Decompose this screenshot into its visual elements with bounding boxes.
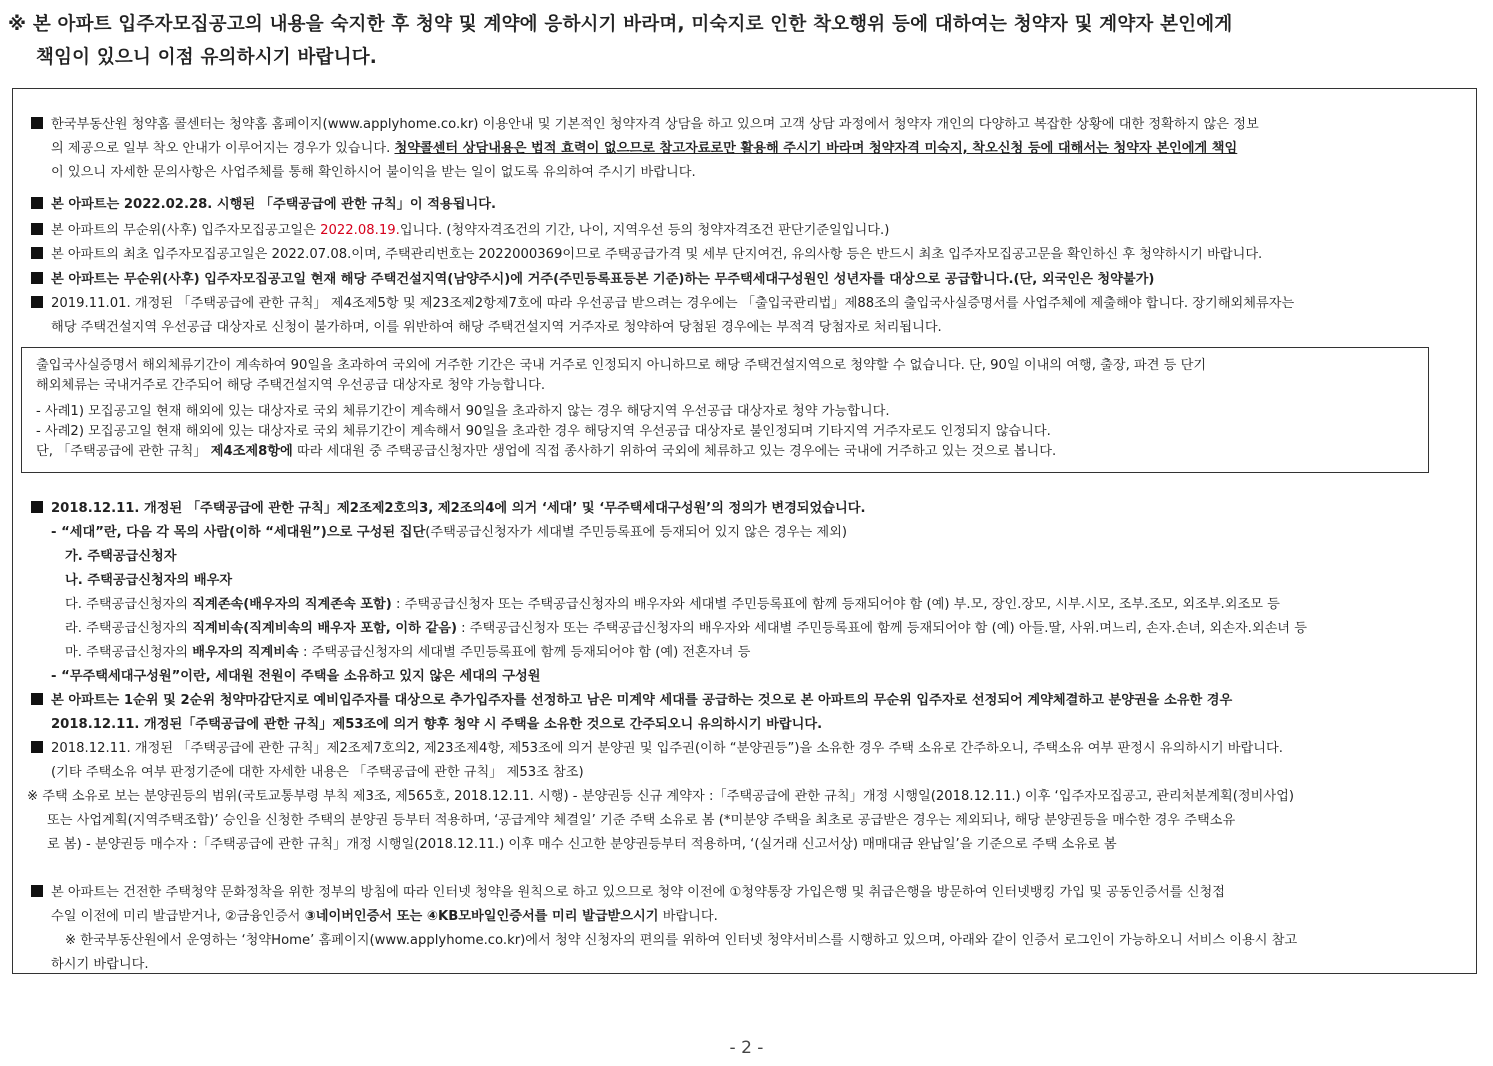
item-first-announce: 본 아파트의 최초 입주자모집공고일은 2022.07.08.이며, 주택관리번호는 2022000369이므로 주택공급가격 및 세부 단지여건, 유의사항 등은 반드시 최초 입주자모집공고문을 확인하신 후 청약하시기 바랍니다. xyxy=(31,243,1461,267)
item-online-application: 본 아파트는 건전한 주택청약 문화정착을 위한 정부의 방침에 따라 인터넷 청약을 원칙으로 하고 있으므로 청약 이전에 ①청약통장 가입은행 및 취급은행을 방문하여 인터넷뱅킹 가입 및 공동인증서를 신청접 수일 이전에 미리 발급받거나, ②금융인증서 ③네이버인증서 또는 ④KB모바일인증서를 미리 발급받으시기 바랍니다. ※ 한국부동산원에서 운영하는 ‘청약Home’ 홈페이지(www.applyhome.co.kr)에서 청약 신청자의 편의를 위하여 인터넷 청약서비스를 시행하고 있으며, 아래와 같이 인증서 로그인이 가능하오니 서비스 이용시 참고 하시기 바랍니다. xyxy=(31,881,1461,977)
bullet-square-icon xyxy=(31,296,43,308)
notice-frame xyxy=(12,88,1477,974)
notice-header-line2: 책임이 있으니 이점 유의하시기 바랍니다. xyxy=(36,47,377,68)
item-overseas: 2019.11.01. 개정된 「주택공급에 관한 규칙」 제4조제5항 및 제23조제2항제7호에 따라 우선공급 받으려는 경우에는 「출입국관리법」제88조의 출입국사실증명서를 사업주체에 제출해야 합니다. 장기해외체류자는 해당 주택건설지역 우선공급 대상자로 신청이 불가하며, 이를 위반하여 해당 주택건설지역 거주자로 청약하여 당첨된 경우에는 부적격 당첨자로 처리됩니다. xyxy=(31,292,1461,340)
item-household-definition: 2018.12.11. 개정된 「주택공급에 관한 규칙」제2조제2호의3, 제2조의4에 의거 ‘세대’ 및 ‘무주택세대구성원’의 정의가 변경되었습니다. xyxy=(31,497,1461,521)
item-rule-applied: 본 아파트는 2022.02.28. 시행된 「주택공급에 관한 규칙」이 적용됩니다. xyxy=(31,193,1461,217)
household-item-da: 다. 주택공급신청자의 직계존속(배우자의 직계존속 포함) : 주택공급신청자 또는 주택공급신청자의 배우자와 세대별 주민등록표에 함께 등재되어야 함 (예) 부.모, 장인.장모, 시부.시모, 조부.조모, 외조부.외조모 등 xyxy=(65,597,1280,612)
household-def: - “세대”란, 다음 각 목의 사람(이하 “세대원”)으로 구성된 집단(주택공급신청자가 세대별 주민등록표에 등재되어 있지 않은 경우는 제외) xyxy=(51,525,848,540)
item-reserve-winner: 본 아파트는 1순위 및 2순위 청약마감단지로 예비입주자를 대상으로 추가입주자를 선정하고 남은 미계약 세대를 공급하는 것으로 본 아파트의 무순위 입주자로 선정되어 계약체결하고 분양권을 소유한 경우 2018.12.11. 개정된「주택공급에 관한 규칙」제53조에 의거 향후 청약 시 주택을 소유한 것으로 간주되오니 유의하시기 바랍니다. xyxy=(31,689,1461,737)
bullet-square-icon xyxy=(31,223,43,235)
bullet-square-icon xyxy=(31,885,43,897)
household-item-ga: 가. 주택공급신청자 xyxy=(65,549,177,564)
household-item-ra: 라. 주택공급신청자의 직계비속(직계비속의 배우자 포함, 이하 같음) : 주택공급신청자 또는 주택공급신청자의 배우자와 세대별 주민등록표에 함께 등재되어야 함 (예) 아들.딸, 사위.며느리, 손자.손녀, 외손자.외손녀 등 xyxy=(65,621,1307,636)
item-presale-scope: ※ 주택 소유로 보는 분양권등의 범위(국토교통부령 부칙 제3조, 제565호, 2018.12.11. 시행) - 분양권등 신규 계약자 :「주택공급에 관한 규칙」개정 시행일(2018.12.11.) 이후 ‘입주자모집공고, 관리처분계획(정비사업) 또는 사업계획(지역주택조합)’ 승인을 신청한 주택의 분양권 등부터 적용하며, ‘공급계약 체결일’ 기준 주택 소유로 봄 (*미분양 주택을 최초로 공급받은 경우는 제외되나, 해당 분양권등을 매수한 경우 주택소유 로 봄) - 분양권등 매수자 :「주택공급에 관한 규칙」개정 시행일(2018.12.11.) 이후 매수 신고한 분양권등부터 적용하며, ‘(실거래 신고서상) 매매대금 완납일’을 기준으로 주택 소유로 봄 xyxy=(27,789,1294,852)
bullet-square-icon xyxy=(31,117,43,129)
household-item-ma: 마. 주택공급신청자의 배우자의 직계비속 : 주택공급신청자의 세대별 주민등록표에 함께 등재되어야 함 (예) 전혼자녀 등 xyxy=(65,645,751,660)
notice-header-line1: ※ 본 아파트 입주자모집공고의 내용을 숙지한 후 청약 및 계약에 응하시기 바라며, 미숙지로 인한 착오행위 등에 대하여는 청약자 및 계약자 본인에게 xyxy=(8,14,1233,35)
item-eligibility: 본 아파트는 무순위(사후) 입주자모집공고일 현재 해당 주택건설지역(남양주시)에 거주(주민등록표등본 기준)하는 무주택세대구성원인 성년자를 대상으로 공급합니다.(단, 외국인은 청약불가) xyxy=(31,268,1461,292)
item-presale-rights: 2018.12.11. 개정된 「주택공급에 관한 규칙」제2조제7호의2, 제23조제4항, 제53조에 의거 분양권 및 입주권(이하 “분양권등”)을 소유한 경우 주택 소유로 간주하오니, 주택소유 여부 판정시 유의하시기 바랍니다. (기타 주택소유 여부 판정기준에 대한 자세한 내용은 「주택공급에 관한 규칙」 제53조 참조) xyxy=(31,737,1461,785)
household-item-na: 나. 주택공급신청자의 배우자 xyxy=(65,573,233,588)
callcenter-warning: 청약콜센터 상담내용은 법적 효력이 없으므로 참고자료로만 활용해 주시기 바라며 청약자격 미숙지, 착오신청 등에 대해서는 청약자 본인에게 책임 xyxy=(394,141,1238,156)
page-number: - 2 - xyxy=(729,1038,764,1058)
homeless-member-def: - “무주택세대구성원”이란, 세대원 전원이 주택을 소유하고 있지 않은 세대의 구성원 xyxy=(51,669,541,684)
item-announce-date: 본 아파트의 무순위(사후) 입주자모집공고일은 2022.08.19.입니다. (청약자격조건의 기간, 나이, 지역우선 등의 청약자격조건 판단기준일입니다.) xyxy=(31,219,1461,243)
bullet-square-icon xyxy=(31,272,43,284)
bullet-square-icon xyxy=(31,247,43,259)
overseas-stay-box: 출입국사실증명서 해외체류기간이 계속하여 90일을 초과하여 국외에 거주한 기간은 국내 거주로 인정되지 아니하므로 해당 주택건설지역으로 청약할 수 없습니다. 단, 90일 이내의 여행, 출장, 파견 등 단기 해외체류는 국내거주로 간주되어 해당 주택건설지역 우선공급 대상자로 청약 가능합니다. - 사례1) 모집공고일 현재 해외에 있는 대상자로 국외 체류기간이 계속해서 90일을 초과하지 않는 경우 해당지역 우선공급 대상자로 청약 가능합니다. - 사례2) 모집공고일 현재 해외에 있는 대상자로 국외 체류기간이 계속해서 90일을 초과한 경우 해당지역 우선공급 대상자로 불인정되며 기타지역 거주자로도 인정되지 않습니다. 단, 「주택공급에 관한 규칙」 제4조제8항에 따라 세대원 중 주택공급신청자만 생업에 직접 종사하기 위하여 국외에 체류하고 있는 경우에는 국내에 거주하고 있는 것으로 봅니다. xyxy=(21,347,1429,473)
item-callcenter: 한국부동산원 청약홈 콜센터는 청약홈 홈페이지(www.applyhome.co.kr) 이용안내 및 기본적인 청약자격 상담을 하고 있으며 고객 상담 과정에서 청약자 개인의 다양하고 복잡한 상황에 대한 정확하지 않은 정보 의 제공으로 일부 착오 안내가 이루어지는 경우가 있습니다. 청약콜센터 상담내용은 법적 효력이 없으므로 참고자료로만 활용해 주시기 바라며 청약자격 미숙지, 착오신청 등에 대해서는 청약자 본인에게 책임 이 있으니 자세한 문의사항은 사업주체를 통해 확인하시어 불이익을 받는 일이 없도록 유의하여 주시기 바랍니다. xyxy=(31,113,1461,185)
bullet-square-icon xyxy=(31,197,43,209)
bullet-square-icon xyxy=(31,501,43,513)
bullet-square-icon xyxy=(31,693,43,705)
announce-date: 2022.08.19. xyxy=(320,223,400,238)
bullet-square-icon xyxy=(31,741,43,753)
notice-header xyxy=(8,8,1468,74)
